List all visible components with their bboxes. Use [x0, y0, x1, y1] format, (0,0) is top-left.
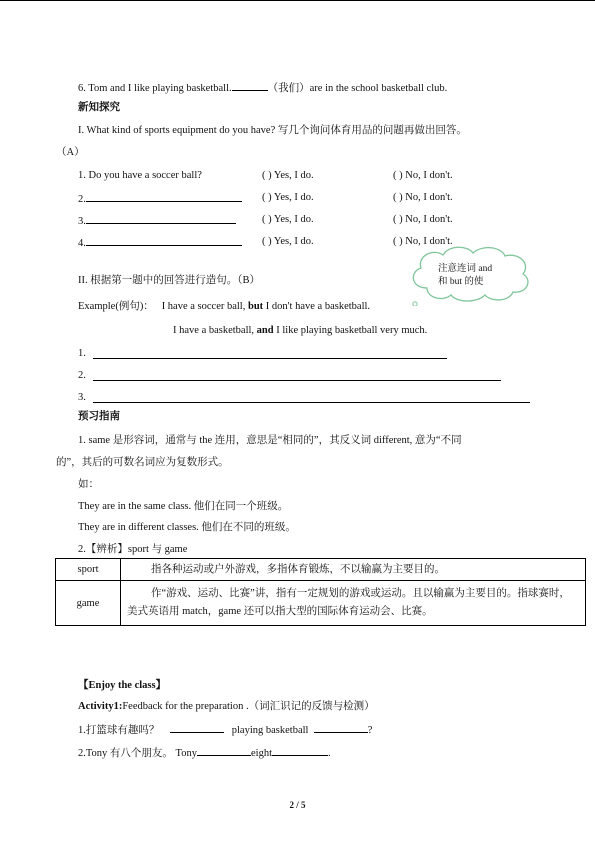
part1-row-3: 3. [78, 213, 236, 228]
q6-text: 6. Tom and I like playing basketball. [78, 83, 232, 94]
guide-ru: 如： [78, 479, 99, 490]
enjoy-heading: 【Enjoy the class】 [78, 680, 167, 691]
answer-blank[interactable] [86, 191, 242, 202]
yes-option: ( ) Yes, I do. [262, 236, 314, 247]
yes-option: ( ) Yes, I do. [262, 192, 314, 203]
example-line-1: Example(例句)： I have a soccer ball, but I don't have a basketball. [78, 301, 371, 312]
no-option: ( ) No, I don't. [393, 236, 453, 247]
part2-num-1: 1. [78, 348, 86, 359]
table-row [56, 581, 586, 626]
sport-game-table [55, 558, 586, 626]
no-option: ( ) No, I don't. [393, 192, 453, 203]
guide-example-2: They are in different classes. 他们在不同的班级。 [78, 522, 296, 533]
answer-blank[interactable] [232, 80, 268, 91]
yes-option: ( ) Yes, I do. [262, 170, 314, 181]
example-line-2: I have a basketball, and I like playing basketball very much. [173, 325, 428, 336]
activity-q1: 1.打篮球有趣吗？ playing basketball ? [78, 722, 372, 737]
guide-p2: 的”，其后的可数名词应为复数形式。 [56, 457, 229, 468]
q6-hint: （我们）are in the school basketball club. [267, 83, 448, 94]
part2-num-3: 3. [78, 392, 86, 403]
writing-line-3[interactable] [93, 402, 530, 403]
table-key: game [56, 581, 121, 626]
no-option: ( ) No, I don't. [393, 214, 453, 225]
writing-line-2[interactable] [93, 380, 501, 381]
answer-blank[interactable] [86, 235, 242, 246]
page-number: 2 / 5 [289, 800, 306, 810]
yes-option: ( ) Yes, I do. [262, 214, 314, 225]
table-row [56, 559, 586, 581]
guide-example-1: They are in the same class. 他们在同一个班级。 [78, 501, 289, 512]
part1-row-2: 2. [78, 191, 242, 206]
part2-num-2: 2. [78, 370, 86, 381]
guide-p3: 2.【辨析】sport 与 game [78, 544, 188, 555]
part1-instruction: I. What kind of sports equipment do you have? 写几个询问体育用品的问题再做出回答。 [78, 125, 467, 136]
answer-blank[interactable] [197, 745, 251, 756]
no-option: ( ) No, I don't. [393, 170, 453, 181]
part1-level: （A） [56, 147, 85, 158]
heading-preview-guide: 预习指南 [78, 410, 120, 422]
part2-title: II. 根据第一题中的回答进行造句。（B） [78, 275, 260, 286]
heading-new-knowledge: 新知探究 [78, 101, 120, 113]
part1-row-4: 4. [78, 235, 242, 250]
table-desc: 作“游戏、运动、比赛”讲，指有一定规划的游戏或运动。且以输赢为主要目的。指球赛时，美式英语用 match，game 还可以指大型的国际体育运动会、比赛。 [121, 581, 586, 626]
part1-row-1: 1. Do you have a soccer ball? [78, 170, 202, 181]
table-key: sport [56, 559, 121, 581]
top-rule [0, 0, 595, 1]
table-desc: 指各种运动或户外游戏，多指体育锻炼，不以输赢为主要目的。 [121, 559, 586, 581]
answer-blank[interactable] [314, 722, 368, 733]
answer-blank[interactable] [272, 745, 328, 756]
activity-1: Activity1:Feedback for the preparation .（词汇识记的反馈与检测） [78, 701, 375, 712]
activity-q2: 2.Tony 有八个朋友。 Tony eight . [78, 745, 331, 760]
writing-line-1[interactable] [93, 358, 447, 359]
answer-blank[interactable] [86, 213, 236, 224]
cloud-note: 注意连词 and 和 but 的使 [438, 264, 493, 287]
guide-p1: 1. same 是形容词，通常与 the 连用，意思是“相同的”，其反义词 different, 意为“不同 [78, 435, 462, 446]
row-question: Do you have a soccer ball? [88, 170, 202, 181]
question-6 [78, 80, 447, 95]
answer-blank[interactable] [170, 722, 224, 733]
